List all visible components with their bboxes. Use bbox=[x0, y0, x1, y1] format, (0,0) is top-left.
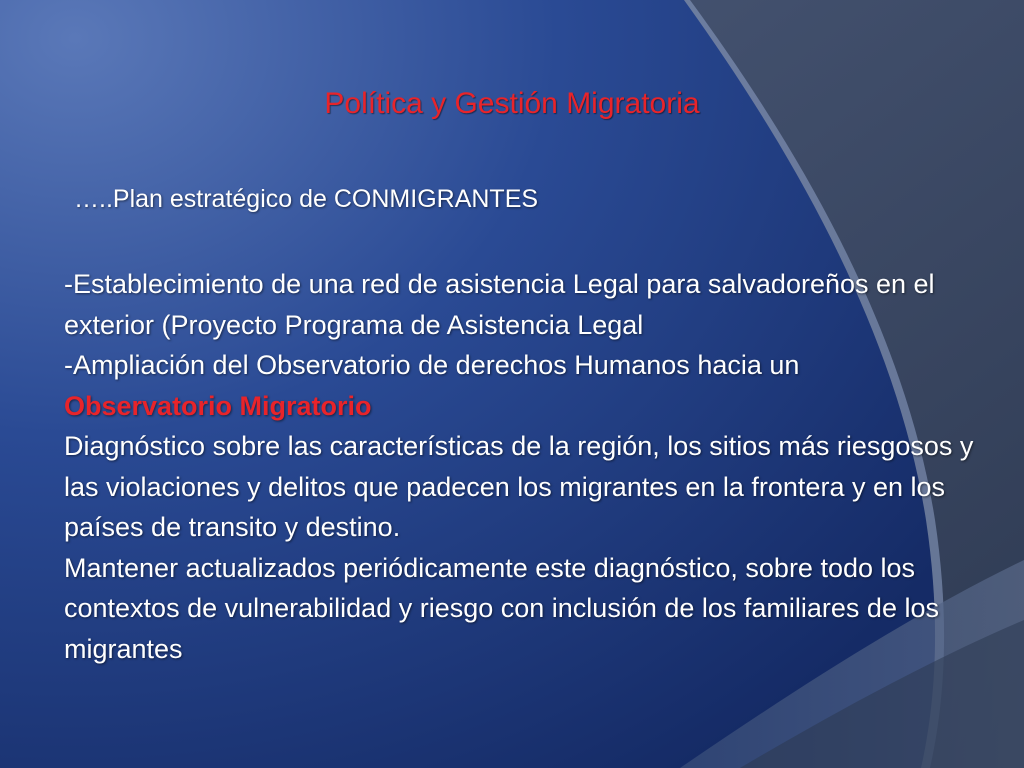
slide-subtitle: …..Plan estratégico de CONMIGRANTES bbox=[74, 185, 539, 213]
observatory-text: -Ampliación del Observatorio de derechos Humanos hacia un bbox=[64, 350, 800, 380]
paragraph-diagnostic: Diagnóstico sobre las características de la región, los sitios más riesgosos y las violaciones y delitos que padecen los migrantes en la frontera y en los países de transito y destino. bbox=[64, 431, 974, 542]
observatory-highlight: Observatorio Migratorio bbox=[64, 390, 372, 421]
paragraph-update: Mantener actualizados periódicamente este diagnóstico, sobre todo los contextos de vulnerabilidad y riesgo con inclusión de los familiares de los migrantes bbox=[64, 552, 939, 664]
slide-body bbox=[64, 264, 1014, 669]
paragraph-observatory bbox=[64, 345, 1014, 426]
slide-title: Política y Gestión Migratoria bbox=[324, 87, 700, 120]
paragraph-legal-assistance: -Establecimiento de una red de asistencia Legal para salvadoreños en el exterior (Proyecto Programa de Asistencia Legal bbox=[64, 269, 935, 340]
